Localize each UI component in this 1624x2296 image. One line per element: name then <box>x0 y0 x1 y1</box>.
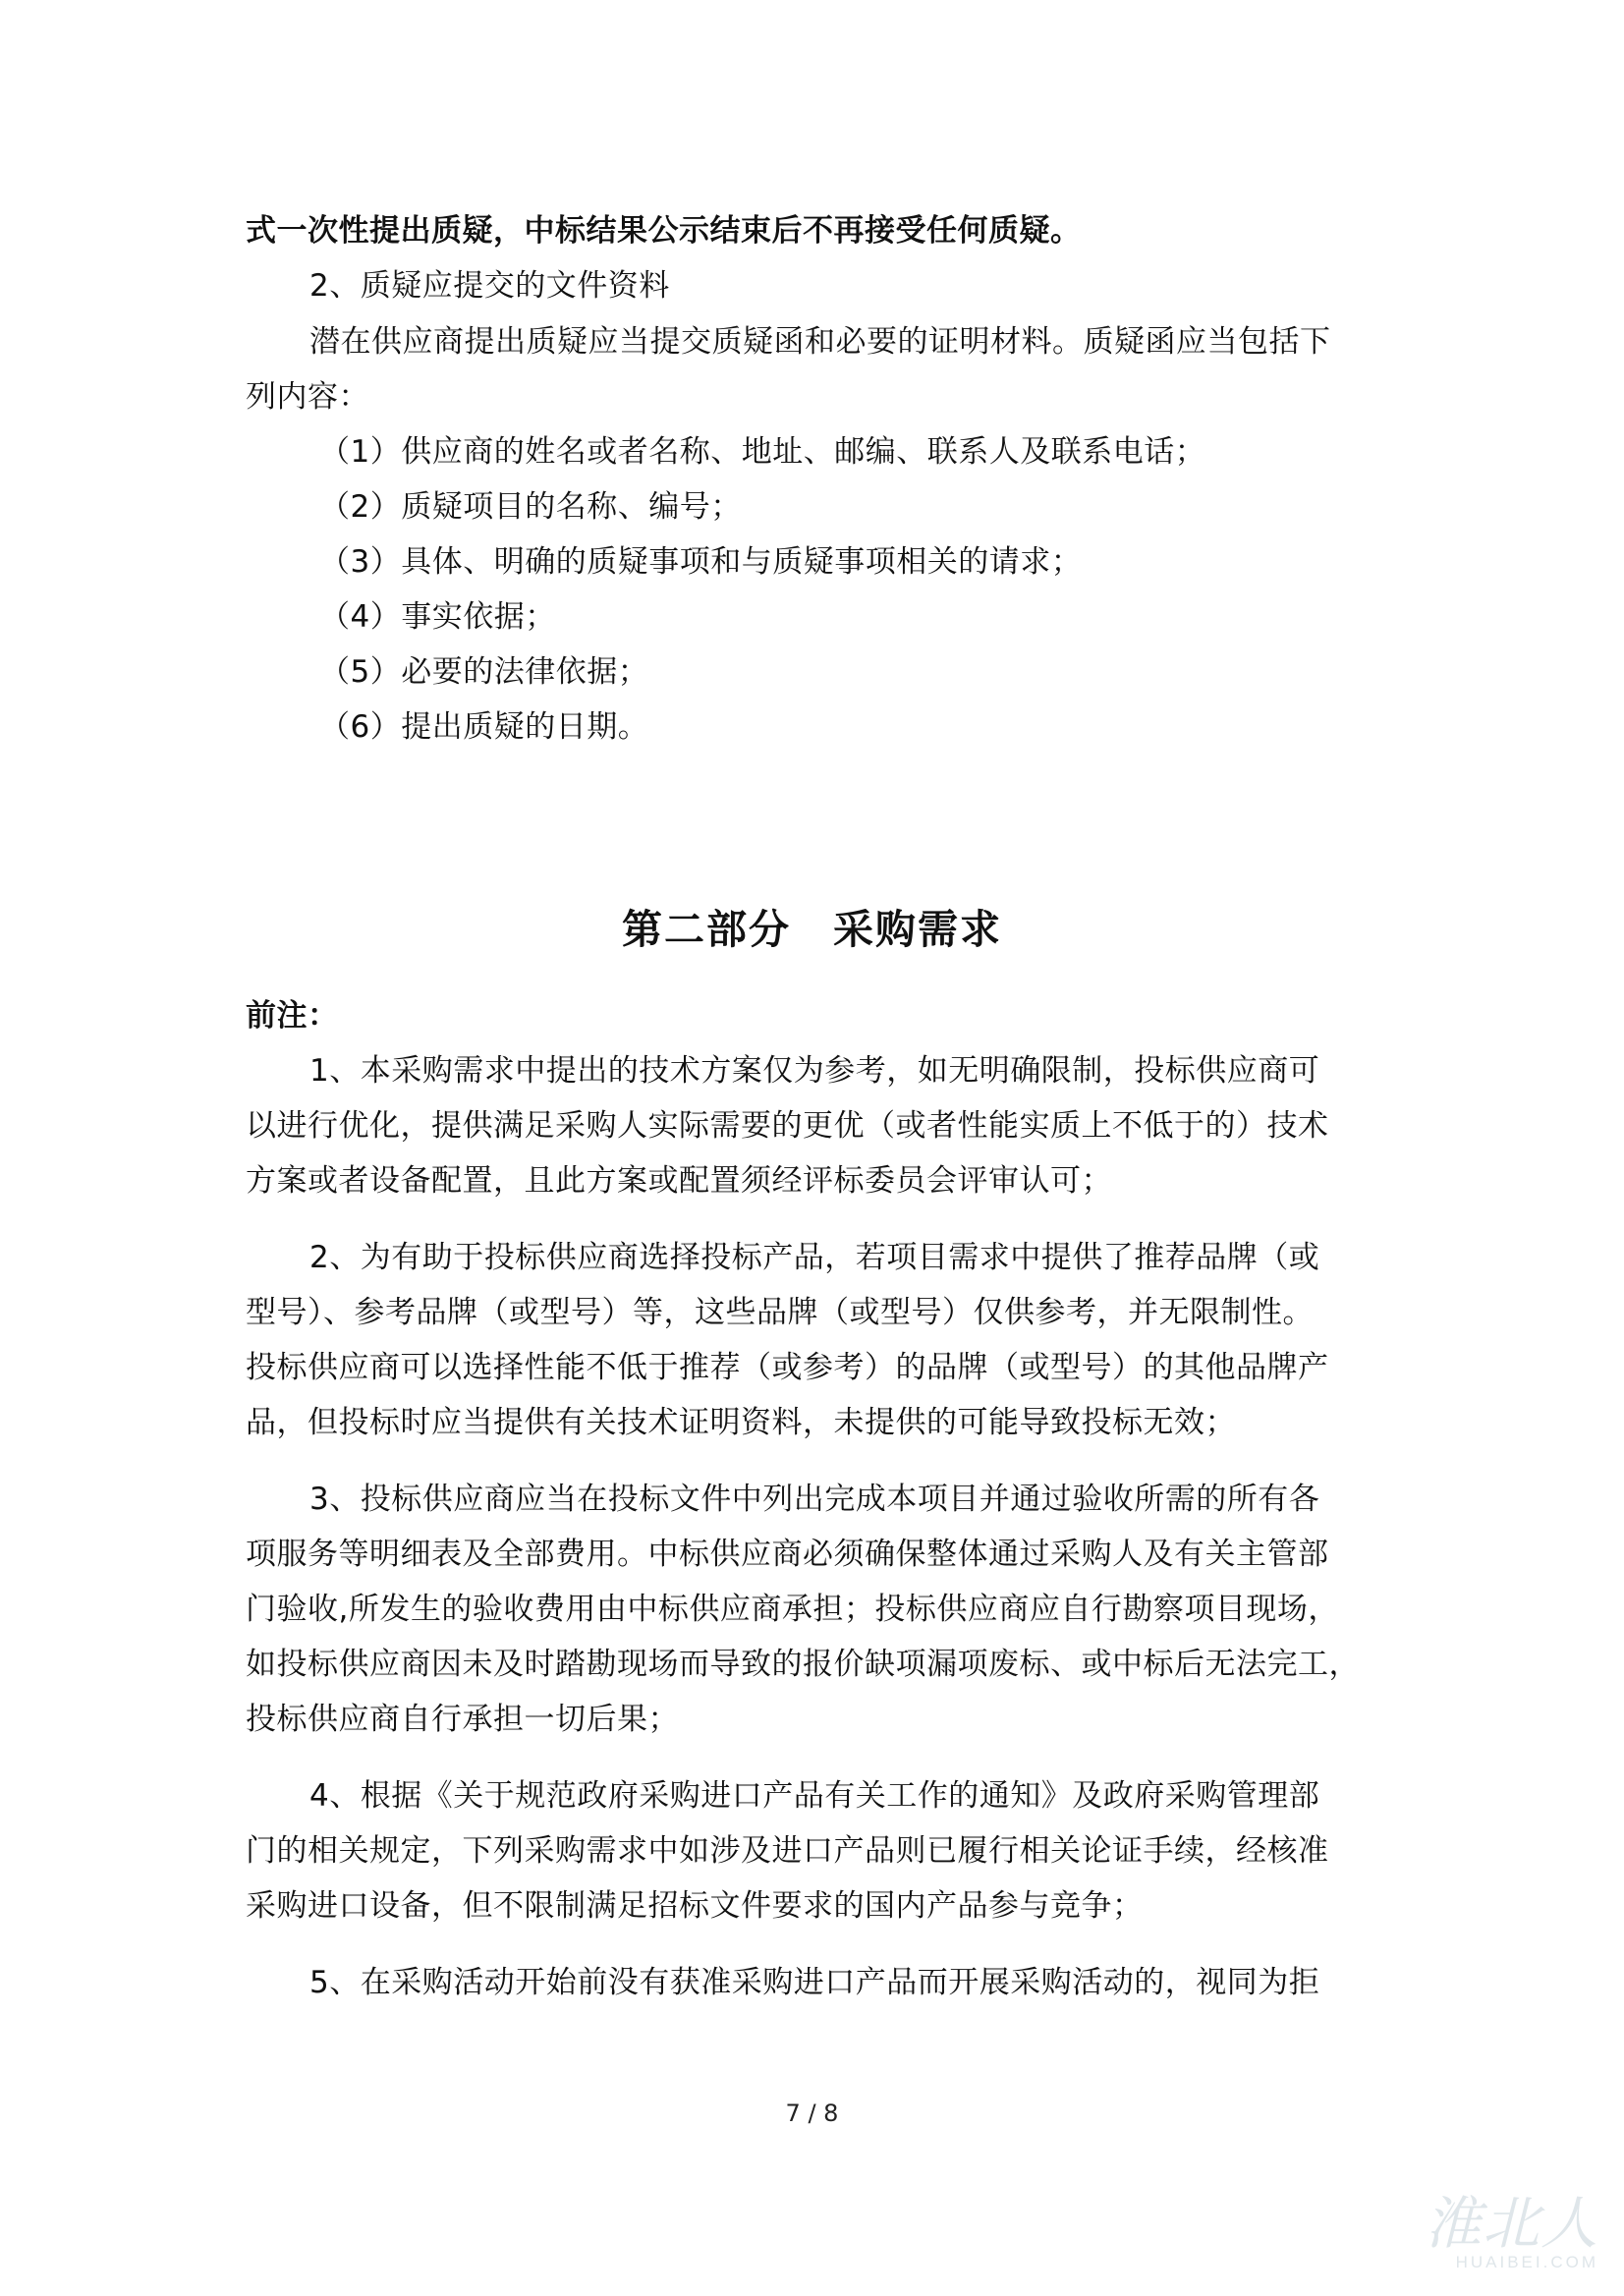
note-line: 投标供应商自行承担一切后果； <box>246 1702 679 1737</box>
note-line: 品，但投标时应当提供有关技术证明资料，未提供的可能导致投标无效； <box>246 1405 1236 1440</box>
note-line: 项服务等明细表及全部费用。中标供应商必须确保整体通过采购人及有关主管部 <box>246 1537 1329 1572</box>
note-line: 3、投标供应商应当在投标文件中列出完成本项目并通过验收所需的所有各 <box>309 1482 1320 1517</box>
section-intro-line: 列内容： <box>246 379 369 415</box>
note-line: 如投标供应商因未及时踏勘现场而导致的报价缺项漏项废标、或中标后无法完工， <box>246 1647 1360 1682</box>
requirement-item: （1）供应商的姓名或者名称、地址、邮编、联系人及联系电话； <box>319 434 1206 470</box>
requirement-item: （2）质疑项目的名称、编号； <box>319 489 742 525</box>
note-line: 门的相关规定，下列采购需求中如涉及进口产品则已履行相关论证手续，经核准 <box>246 1833 1329 1869</box>
watermark-logo <box>1343 2190 1598 2276</box>
note-line: 方案或者设备配置，且此方案或配置须经评标委员会评审认可； <box>246 1163 1112 1199</box>
note-line: 2、为有助于投标供应商选择投标产品，若项目需求中提供了推荐品牌（或 <box>309 1240 1320 1275</box>
requirement-item: （3）具体、明确的质疑事项和与质疑事项相关的请求； <box>319 544 1083 580</box>
continuation-text: 式一次性提出质疑，中标结果公示结束后不再接受任何质疑。 <box>246 213 1082 249</box>
note-line: 4、根据《关于规范政府采购进口产品有关工作的通知》及政府采购管理部 <box>309 1778 1320 1814</box>
preface-label: 前注： <box>246 998 339 1034</box>
note-line: 5、在采购活动开始前没有获准采购进口产品而开展采购活动的，视同为拒 <box>309 1965 1320 2000</box>
requirement-item: （4）事实依据； <box>319 599 556 635</box>
note-line: 以进行优化，提供满足采购人实际需要的更优（或者性能实质上不低于的）技术 <box>246 1108 1329 1144</box>
note-line: 采购进口设备，但不限制满足招标文件要求的国内产品参与竞争； <box>246 1888 1144 1924</box>
note-line: 1、本采购需求中提出的技术方案仅为参考，如无明确限制，投标供应商可 <box>309 1053 1320 1089</box>
part-title: 第二部分 采购需求 <box>622 906 1002 953</box>
requirement-item: （5）必要的法律依据； <box>319 654 649 690</box>
watermark-text: 淮北人 <box>1424 2190 1598 2257</box>
watermark-subtext: HUAIBEI.COM <box>1455 2253 1598 2271</box>
note-line: 型号）、参考品牌（或型号）等，这些品牌（或型号）仅供参考，并无限制性。 <box>246 1295 1314 1330</box>
note-line: 门验收,所发生的验收费用由中标供应商承担；投标供应商应自行勘察项目现场， <box>246 1592 1339 1627</box>
section-heading: 2、质疑应提交的文件资料 <box>309 268 670 304</box>
note-line: 投标供应商可以选择性能不低于推荐（或参考）的品牌（或型号）的其他品牌产 <box>246 1350 1329 1385</box>
page-number: 7 / 8 <box>785 2100 839 2127</box>
requirement-item: （6）提出质疑的日期。 <box>319 709 649 745</box>
section-intro-line: 潜在供应商提出质疑应当提交质疑函和必要的证明材料。质疑函应当包括下 <box>309 324 1331 360</box>
